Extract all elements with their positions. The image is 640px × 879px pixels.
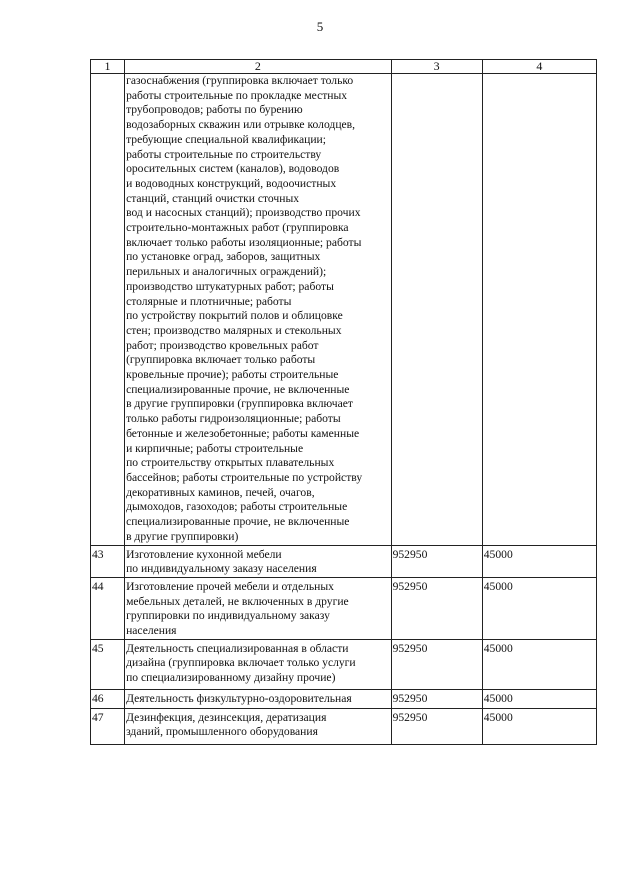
cell-col4: 45000 — [482, 545, 596, 577]
cell-activity: Изготовление кухонной мебели по индивидуальному заказу населения — [125, 545, 392, 577]
table-row — [91, 689, 597, 708]
cell-col3: 952950 — [391, 639, 482, 689]
cell-col4: 45000 — [482, 577, 596, 639]
cell-activity: газоснабжения (группировка включает только работы строительные по прокладке местных трубопроводов; работы по бурению водозаборных скважин или отрывке колодцев, требующие специальной квалификации; работы строительные по строительству оросительных систем (каналов), водоводов и водоводных конструкций, водоочистных станций, станций очистки сточных вод и насосных станций); производство прочих строительно-монтажных работ (группировка включает только работы изоляционные; работы по установке оград, заборов, защитных перильных и аналогичных ограждений); производство штукатурных работ; работы столярные и плотничные; работы по устройству покрытий полов и облицовке стен; производство малярных и стекольных работ; производство кровельных работ (группировка включает только работы кровельные прочие); работы строительные специализированные прочие, не включенные в другие группировки (группировка включает только работы гидроизоляционные; работы бетонные и железобетонные; работы каменные и кирпичные; работы строительные по строительству открытых плавательных бассейнов; работы строительные по устройству декоративных каминов, печей, очагов, дымоходов, газоходов; работы строительные специализированные прочие, не включенные в другие группировки) — [125, 74, 392, 546]
table-row-continuation — [91, 74, 597, 546]
cell-number: 43 — [91, 545, 125, 577]
page-number: 5 — [316, 19, 324, 34]
header-col-1: 1 — [91, 60, 125, 74]
cell-col4 — [482, 74, 596, 546]
table-row — [91, 545, 597, 577]
cell-col3: 952950 — [391, 545, 482, 577]
cell-number — [91, 74, 125, 546]
cell-number: 44 — [91, 577, 125, 639]
cell-number: 46 — [91, 689, 125, 708]
cell-col4: 45000 — [482, 708, 596, 744]
cell-col4: 45000 — [482, 639, 596, 689]
cell-col3 — [391, 74, 482, 546]
table-row — [91, 639, 597, 689]
cell-col3: 952950 — [391, 689, 482, 708]
cell-activity: Деятельность физкультурно-оздоровительная — [125, 689, 392, 708]
table-header-row — [91, 60, 597, 74]
tariff-table — [90, 59, 597, 745]
header-col-3: 3 — [391, 60, 482, 74]
cell-col3: 952950 — [391, 708, 482, 744]
table-row — [91, 577, 597, 639]
cell-activity: Изготовление прочей мебели и отдельных мебельных деталей, не включенных в другие группировки по индивидуальному заказу населения — [125, 577, 392, 639]
table-row — [91, 708, 597, 744]
cell-activity: Деятельность специализированная в области дизайна (группировка включает только услуги по специализированному дизайну прочие) — [125, 639, 392, 689]
header-col-4: 4 — [482, 60, 596, 74]
cell-activity: Дезинфекция, дезинсекция, дератизация зданий, промышленного оборудования — [125, 708, 392, 744]
cell-col3: 952950 — [391, 577, 482, 639]
cell-number: 45 — [91, 639, 125, 689]
cell-col4: 45000 — [482, 689, 596, 708]
header-col-2: 2 — [125, 60, 392, 74]
cell-number: 47 — [91, 708, 125, 744]
